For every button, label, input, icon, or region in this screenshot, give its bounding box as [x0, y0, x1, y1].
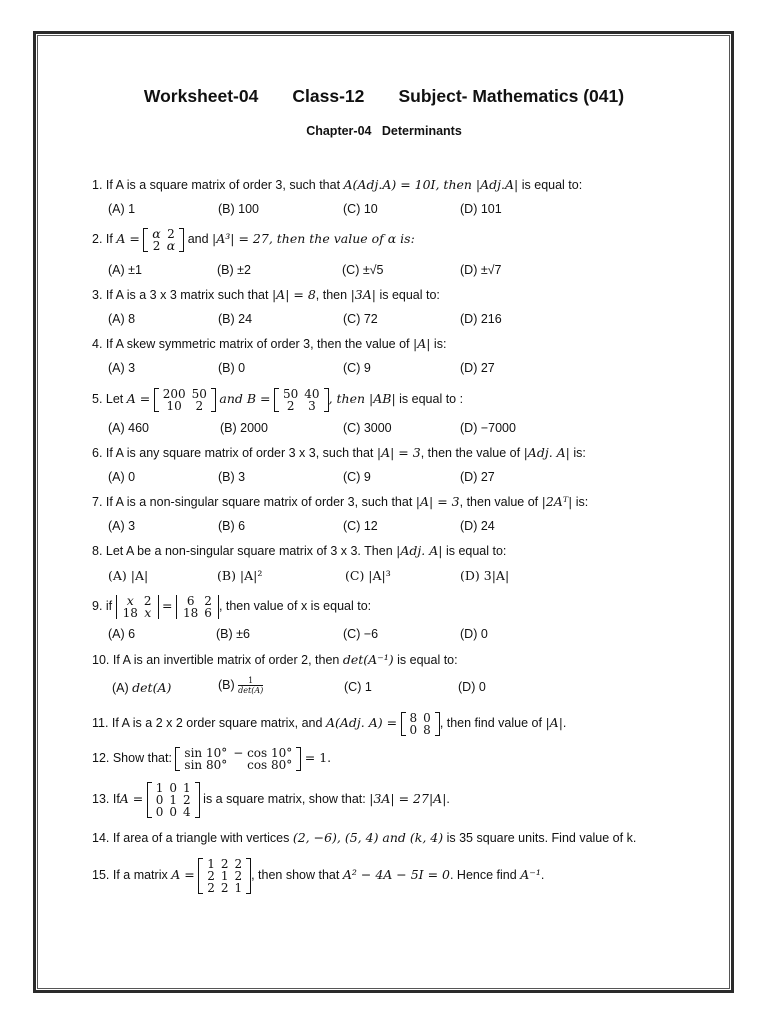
matrix-cell: 10: [166, 398, 182, 413]
matrix-cell: 2: [143, 593, 152, 608]
q4-option-b: (B) 0: [218, 361, 246, 375]
matrix-cell: 1: [183, 780, 191, 795]
question-15: [92, 852, 544, 898]
matrix-cell: 4: [183, 804, 191, 819]
q12-matrix: [175, 747, 301, 771]
q7-text-end: is:: [575, 495, 589, 509]
worksheet-number: Worksheet-04: [143, 86, 259, 106]
matrix-cell: 2: [167, 226, 175, 241]
q5-lhs: A =: [126, 391, 151, 406]
fraction-denominator: det(A): [238, 686, 264, 695]
q11-text: 11. If A is a 2 x 2 order square matrix, and: [92, 716, 323, 730]
question-4: [92, 336, 446, 352]
matrix-cell: 2: [152, 238, 161, 253]
q1-text-end: is equal to:: [521, 178, 583, 192]
matrix-cell: 200: [162, 386, 186, 401]
q3-text-end: is equal to:: [379, 288, 440, 302]
q2-option-c: (C) ±√5: [342, 263, 384, 277]
q6-then: , then the value of: [420, 446, 521, 460]
worksheet-title: [0, 86, 768, 107]
matrix-cell: 2: [220, 880, 229, 895]
q6-option-c: (C) 9: [343, 470, 371, 484]
question-3: [92, 287, 440, 303]
q8-option-c: (C) |A|³: [345, 568, 391, 583]
q14-text: 14. If area of a triangle with vertices: [92, 831, 290, 845]
q11-math-2: |A|: [545, 715, 563, 730]
q6-text: 6. If A is any square matrix of order 3 x 3, such that: [92, 446, 374, 460]
q2-option-b: (B) ±2: [217, 263, 251, 277]
matrix-cell: sin 10°: [184, 745, 228, 760]
matrix-cell: 8: [423, 722, 431, 737]
matrix-cell: 2: [286, 398, 295, 413]
q5-option-a: (A) 460: [108, 421, 149, 435]
q4-option-a: (A) 3: [108, 361, 136, 375]
q1-option-d: (D) 101: [460, 202, 502, 216]
q4-option-d: (D) 27: [460, 361, 495, 375]
matrix-cell: 6: [204, 605, 212, 620]
q10-option-d: (D) 0: [458, 680, 486, 694]
q5-and-b: and B =: [219, 391, 271, 406]
q4-text-end: is:: [433, 337, 447, 351]
q13-text: 13. If: [92, 792, 120, 806]
matrix-cell: 2: [204, 593, 212, 608]
q10-text-end: is equal to:: [397, 653, 458, 667]
fraction-numerator: 1: [238, 676, 263, 686]
q7-option-c: (C) 12: [343, 519, 378, 533]
q10-option-c: (C) 1: [344, 680, 372, 694]
q5-matrix-a: [154, 388, 216, 412]
q8-text: 8. Let A be a non-singular square matrix of 3 x 3. Then: [92, 544, 393, 558]
q6-text-end: is:: [573, 446, 586, 460]
q8-option-b: (B) |A|²: [217, 568, 263, 583]
q13-lhs: A =: [119, 791, 144, 806]
q12-text: 12. Show that:: [92, 751, 172, 765]
q15-text-mid: , then show that: [251, 868, 340, 882]
matrix-cell: cos 80°: [247, 757, 293, 772]
question-8: [92, 543, 506, 559]
q3-option-a: (A) 8: [108, 312, 136, 326]
q8-math: |Adj. A|: [396, 543, 443, 558]
matrix-cell: 2: [207, 868, 215, 883]
matrix-cell: − cos 10°: [233, 745, 293, 760]
question-7: [92, 494, 588, 510]
q10-math: det(A⁻¹): [342, 652, 394, 667]
question-10: [92, 652, 458, 668]
q2-option-a: (A) ±1: [108, 263, 142, 277]
q7-text: 7. If A is a non-singular square matrix of order 3, such that: [92, 495, 413, 509]
q12-result: = 1.: [304, 750, 332, 765]
q15-math: A² − 4A − 5I = 0: [342, 867, 450, 882]
matrix-cell: sin 80°: [184, 757, 228, 772]
q2-matrix: [143, 225, 184, 253]
question-11: [92, 709, 566, 737]
q10-option-b-fraction: [238, 676, 263, 695]
matrix-cell: α: [152, 225, 161, 241]
q5-matrix-b: [274, 388, 329, 412]
q9-text: 9. if: [92, 599, 113, 613]
q10-option-a-value: det(A): [132, 680, 172, 695]
q9-text-end: , then value of x is equal to:: [218, 599, 372, 613]
matrix-cell: 1: [234, 880, 243, 895]
matrix-cell: 2: [220, 856, 229, 871]
matrix-cell: 0: [155, 804, 164, 819]
q3-option-c: (C) 72: [343, 312, 378, 326]
q7-option-a: (A) 3: [108, 519, 136, 533]
q15-text: 15. If a matrix: [92, 868, 168, 882]
q11-text-end: , then find value of: [439, 716, 542, 730]
q7-option-d: (D) 24: [460, 519, 495, 533]
question-2: [92, 226, 415, 252]
q14-text-end: is 35 square units. Find value of k.: [446, 831, 637, 845]
question-1: [92, 177, 582, 193]
matrix-cell: 3: [308, 398, 316, 413]
matrix-cell: 8: [409, 710, 418, 725]
q11-matrix: [401, 712, 440, 736]
q8-text-end: is equal to:: [445, 544, 507, 558]
q6-option-b: (B) 3: [218, 470, 246, 484]
q9-equals: =: [162, 598, 173, 613]
q10-option-b-label: (B): [218, 677, 235, 692]
q1-math: A(Adj.A) = 10I, then |Adj.A|: [343, 177, 519, 192]
q9-determinant-left: [116, 592, 159, 620]
matrix-cell: 1: [169, 792, 178, 807]
q9-option-b: (B) ±6: [216, 627, 250, 641]
matrix-cell: 6: [186, 593, 195, 608]
matrix-cell: 2: [183, 792, 191, 807]
matrix-cell: 0: [155, 792, 164, 807]
matrix-cell: α: [166, 237, 176, 253]
q15-period: .: [540, 868, 545, 882]
q10-text: 10. If A is an invertible matrix of order 2, then: [92, 653, 340, 667]
question-6: [92, 445, 586, 461]
q13-math: |3A| = 27|A|: [369, 791, 447, 806]
matrix-cell: 2: [234, 868, 243, 883]
question-9: [92, 592, 371, 620]
q4-option-c: (C) 9: [343, 361, 371, 375]
q6-option-d: (D) 27: [460, 470, 495, 484]
q11-math: A(Adj. A) =: [325, 715, 398, 730]
matrix-cell: 18: [183, 605, 199, 620]
q5-option-c: (C) 3000: [343, 421, 392, 435]
q2-option-d: (D) ±√7: [460, 263, 502, 277]
matrix-cell: 0: [423, 710, 431, 725]
q4-text: 4. If A skew symmetric matrix of order 3, then the value of: [92, 337, 410, 351]
q8-option-d: (D) 3|A|: [460, 568, 510, 583]
q9-option-c: (C) −6: [343, 627, 379, 641]
q15-matrix: [198, 858, 251, 894]
q5-option-d: (D) −7000: [460, 421, 516, 435]
q1-option-c: (C) 10: [343, 202, 378, 216]
q9-option-d: (D) 0: [460, 627, 488, 641]
matrix-cell: x: [126, 592, 134, 608]
q5-option-b: (B) 2000: [220, 421, 268, 435]
q10-option-b: [218, 676, 263, 695]
q3-text: 3. If A is a 3 x 3 matrix such that: [92, 288, 269, 302]
q6-math-2: |Adj. A|: [523, 445, 570, 460]
q5-math: , then |AB|: [328, 391, 396, 406]
matrix-cell: x: [144, 604, 152, 620]
q6-option-a: (A) 0: [108, 470, 136, 484]
q1-option-a: (A) 1: [108, 202, 136, 216]
q10-option-a: [112, 680, 171, 695]
question-12: [92, 743, 331, 773]
matrix-cell: 2: [207, 880, 215, 895]
question-14: [92, 830, 636, 846]
q9-determinant-right: [176, 595, 219, 619]
q3-option-d: (D) 216: [460, 312, 502, 326]
q3-math-2: |3A|: [350, 287, 376, 302]
q13-matrix: [147, 782, 200, 818]
q1-option-b: (B) 100: [218, 202, 259, 216]
q5-text-end: is equal to :: [399, 392, 464, 406]
matrix-cell: 40: [304, 386, 320, 401]
q14-math: (2, −6), (5, 4) and (k, 4): [292, 830, 444, 845]
q3-then: , then: [315, 288, 348, 302]
matrix-cell: 50: [283, 386, 299, 401]
q13-text-mid: is a square matrix, show that:: [203, 792, 366, 806]
q7-then: , then value of: [459, 495, 539, 509]
q10-option-a-label: (A): [112, 681, 129, 695]
matrix-cell: 0: [169, 804, 178, 819]
question-5: [92, 385, 463, 413]
q2-and: and: [187, 232, 209, 246]
q1-text: 1. If A is a square matrix of order 3, such that: [92, 178, 341, 192]
q3-option-b: (B) 24: [218, 312, 253, 326]
q11-period: .: [562, 716, 567, 730]
q6-math-1: |A| = 3: [376, 445, 421, 460]
q15-lhs: A =: [171, 867, 195, 882]
class-label: Class-12: [292, 86, 365, 106]
matrix-cell: 50: [191, 386, 207, 401]
matrix-cell: 2: [234, 856, 243, 871]
q2-text: 2. If: [92, 232, 113, 246]
matrix-cell: 2: [195, 398, 204, 413]
q7-option-b: (B) 6: [218, 519, 246, 533]
q7-math-2: |2Aᵀ|: [541, 494, 573, 509]
q15-math-2: A⁻¹: [520, 867, 541, 882]
matrix-cell: 1: [155, 780, 164, 795]
chapter-title: Chapter-04 Determinants: [306, 124, 462, 138]
matrix-cell: 0: [169, 780, 178, 795]
q5-text: 5. Let: [92, 392, 124, 406]
subject-label: Subject- Mathematics (041): [398, 86, 625, 106]
q3-math-1: |A| = 8: [271, 287, 316, 302]
q15-hence: . Hence find: [449, 868, 517, 882]
q4-math: |A|: [412, 336, 431, 351]
matrix-cell: 0: [409, 722, 418, 737]
matrix-cell: 18: [122, 605, 138, 620]
q8-option-a: (A) |A|: [108, 568, 149, 583]
matrix-cell: 1: [207, 856, 215, 871]
q9-option-a: (A) 6: [108, 627, 136, 641]
question-13: [92, 776, 450, 822]
q13-period: .: [446, 792, 450, 806]
q2-math: |A³| = 27, then the value of α is:: [212, 231, 415, 246]
q7-math-1: |A| = 3: [415, 494, 460, 509]
matrix-cell: 1: [220, 868, 229, 883]
q2-lhs: A =: [116, 231, 140, 246]
